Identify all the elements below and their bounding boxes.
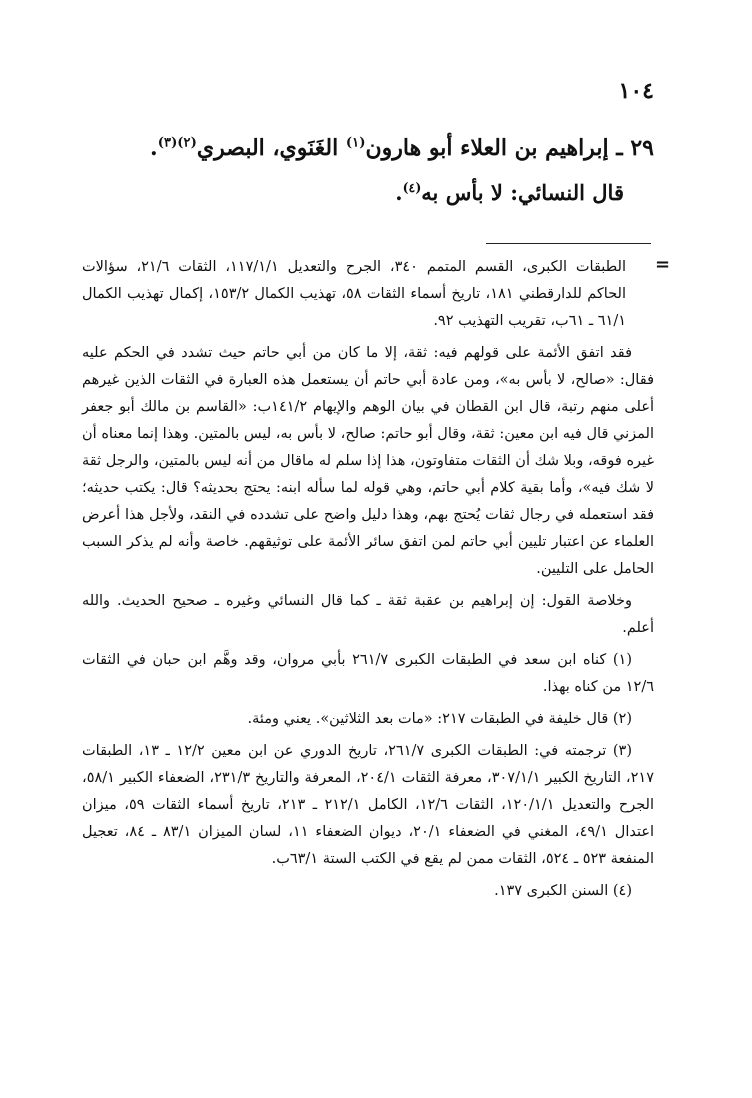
statement-end: . bbox=[395, 180, 403, 205]
footnotes-section bbox=[82, 254, 654, 910]
footnote-ref-1[interactable]: (١) bbox=[345, 135, 366, 151]
statement-label: قال النسائي: bbox=[510, 180, 624, 205]
footnote-discussion: فقد اتفق الأئمة على قولهم فيه: ثقة، إلا ما كان من أبي حاتم حيث تشدد في الحكم عليه فقال: «صالح، لا بأس به»، ومن عادة أبي حاتم أن يستعمل هذه العبارة في الثقات الذين غيرهم أعلى منهم رتبة، قال ابن القطان في بيان الوهم والإيهام ١٤١/٢ب: «القاسم بن مالك أبو جعفر المزني قال فيه ابن معين: ثقة، وقال أبو حاتم: صالح، لا بأس به، ليس بالمتين. وهذا إنما معناه أن غيره فوقه، وبلا شك أن الثقات متفاوتون، هذا إذا سلم له ماقال من أنه ليس بالمتين، والرجل ثقة لا شك فيه»، وأما بقية كلام أبي حاتم، وهي قوله لما سأله ابنه: يحتج بحديثه؟ قال: يكتب حديثه؛ فقد استعمله في رجال ثقات يُحتج بهم، وهذا دليل واضح على تشدده في النقد، ولأجل هذا أعرض العلماء عن اعتبار تليين أبي حاتم لمن اتفق سائر الأئمة على توثيقهم. خاصة وأنه لم يذكر السبب الحامل على التليين. bbox=[82, 345, 654, 577]
entry-number: ٢٩ bbox=[630, 135, 654, 161]
footnote-ref-2-3[interactable]: (٢)(٣) bbox=[157, 135, 197, 151]
footnote-ref-4[interactable]: (٤) bbox=[402, 180, 422, 195]
page-number: ١٠٤ bbox=[618, 78, 654, 104]
footnote-4: (٤) السنن الكبرى ١٣٧. bbox=[494, 883, 632, 899]
entry-dash: ـ bbox=[616, 135, 623, 161]
continuation-mark: = bbox=[655, 254, 671, 275]
footnote-1: (١) كناه ابن سعد في الطبقات الكبرى ٢٦١/٧ بأبي مروان، وقد وهَّم ابن حبان في الثقات ١٢/٦ من كناه بهذا. bbox=[82, 652, 654, 695]
footnote-3: (٣) ترجمته في: الطبقات الكبرى ٢٦١/٧، تاريخ الدوري عن ابن معين ١٢/٢ ـ ١٣، الطبقات ٢١٧، التاريخ الكبير ٣٠٧/١/١، معرفة الثقات ٢٠٤/١، المعرفة والتاريخ ٢٣١/٣، الضعفاء الكبير ٥٨/١، الجرح والتعديل ١٢٠/١/١، الثقات ١٢/٦، الكامل ٢١٢/١ ـ ٢١٣، تاريخ أسماء الثقات ٥٩، ميزان اعتدال ٤٩/١، المغني في الضعفاء ٢٠/١، ديوان الضعفاء ١١، لسان الميزان ٨٣/١ ـ ٨٤، تعجيل المنفعة ٥٢٣ ـ ٥٢٤، الثقات ممن لم يقع في الكتب الستة ٦٣/١ب. bbox=[82, 743, 655, 867]
nasai-statement bbox=[395, 178, 624, 208]
entry-end: . bbox=[150, 135, 158, 161]
entry-nisba: الغَنَوي، البصري bbox=[196, 135, 339, 161]
footnote-divider bbox=[486, 243, 651, 244]
entry-heading bbox=[94, 133, 654, 163]
footnote-continuation: الطبقات الكبرى، القسم المتمم ٣٤٠، الجرح والتعديل ١١٧/١/١، الثقات ٢١/٦، سؤالات الحاكم للدارقطني ١٨١، تاريخ أسماء الثقات ٥٨، تهذيب الكمال ١٥٣/٢، إكمال تهذيب الكمال ٦١/١ ـ ٦١ب، تقريب التهذيب ٩٢. bbox=[82, 259, 626, 329]
entry-name: إبراهيم بن العلاء أبو هارون bbox=[365, 135, 609, 161]
footnote-conclusion: وخلاصة القول: إن إبراهيم بن عقبة ثقة ـ كما قال النسائي وغيره ـ صحيح الحديث. والله أعلم. bbox=[82, 593, 654, 636]
statement-text: لا بأس به bbox=[421, 180, 503, 205]
footnote-2: (٢) قال خليفة في الطبقات ٢١٧: «مات بعد الثلاثين». يعني ومئة. bbox=[247, 711, 632, 727]
